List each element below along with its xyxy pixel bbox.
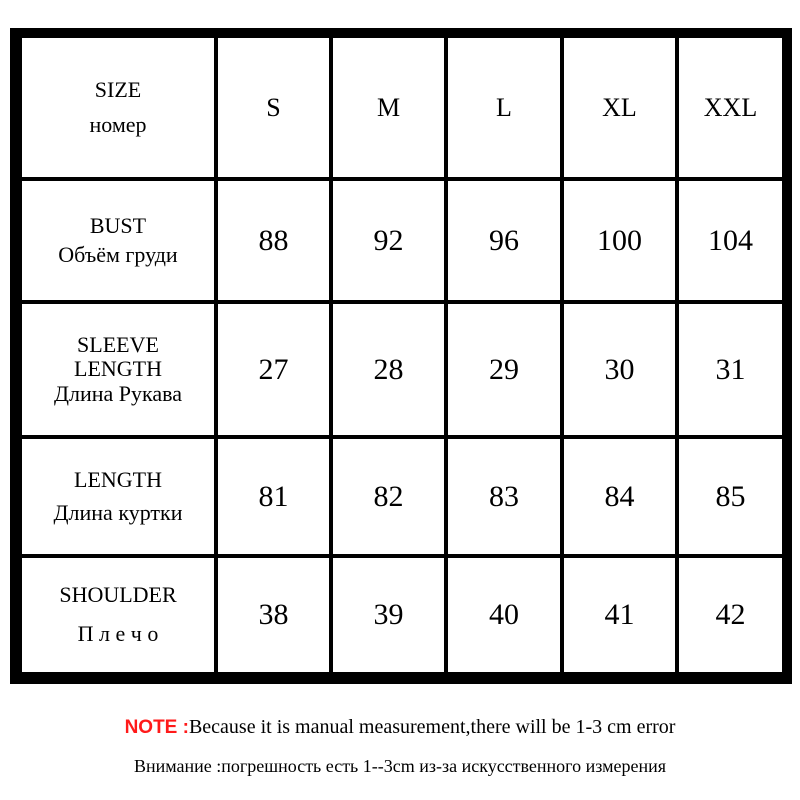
shoulder-value-m: 39 [333, 558, 444, 672]
row-label-sleeve-length [22, 304, 214, 435]
size-header-m: M [333, 38, 444, 177]
bust-value-m: 92 [333, 181, 444, 300]
row-label-ru: Длина Рукава [53, 380, 182, 406]
note-text-ru: Внимание :погрешность есть 1--3cm из-за искусственного измерения [133, 756, 667, 776]
bust-value-l: 96 [448, 181, 560, 300]
row-label-length [22, 439, 214, 554]
row-label-shoulder [22, 558, 214, 672]
header-label-en: SIZE [94, 76, 142, 102]
bust-value-xl: 100 [564, 181, 675, 300]
sleeve-value-l: 29 [448, 304, 560, 435]
header-label-ru: номер [89, 111, 147, 137]
row-label-ru: П л е ч о [77, 621, 159, 646]
sleeve-value-m: 28 [333, 304, 444, 435]
bust-value-s: 88 [218, 181, 329, 300]
bust-value-xxl: 104 [679, 181, 782, 300]
size-header-s: S [218, 38, 329, 177]
row-label-ru: Длина куртки [53, 499, 183, 525]
row-label-en: LENGTH [74, 466, 162, 492]
shoulder-value-l: 40 [448, 558, 560, 672]
sleeve-value-xxl: 31 [679, 304, 782, 435]
sleeve-value-s: 27 [218, 304, 329, 435]
shoulder-value-xl: 41 [564, 558, 675, 672]
size-header-xl: XL [564, 38, 675, 177]
note-tag: NOTE : [124, 717, 189, 738]
row-label-ru: Объём груди [58, 241, 178, 267]
size-header-xxl: XXL [679, 38, 782, 177]
size-table [10, 28, 792, 684]
note-english [0, 716, 800, 739]
row-label-en: BUST [89, 212, 147, 238]
row-label-en: SLEEVE LENGTH [74, 331, 162, 381]
length-value-s: 81 [218, 439, 329, 554]
row-label-en: SHOULDER [59, 582, 177, 607]
length-value-m: 82 [333, 439, 444, 554]
header-label-cell [22, 38, 214, 177]
shoulder-value-xxl: 42 [679, 558, 782, 672]
note-text-en: Because it is manual measurement,there will be 1-3 cm error [188, 716, 676, 738]
size-header-l: L [448, 38, 560, 177]
length-value-xl: 84 [564, 439, 675, 554]
length-value-xxl: 85 [679, 439, 782, 554]
shoulder-value-s: 38 [218, 558, 329, 672]
length-value-l: 83 [448, 439, 560, 554]
row-label-bust [22, 181, 214, 300]
sleeve-value-xl: 30 [564, 304, 675, 435]
